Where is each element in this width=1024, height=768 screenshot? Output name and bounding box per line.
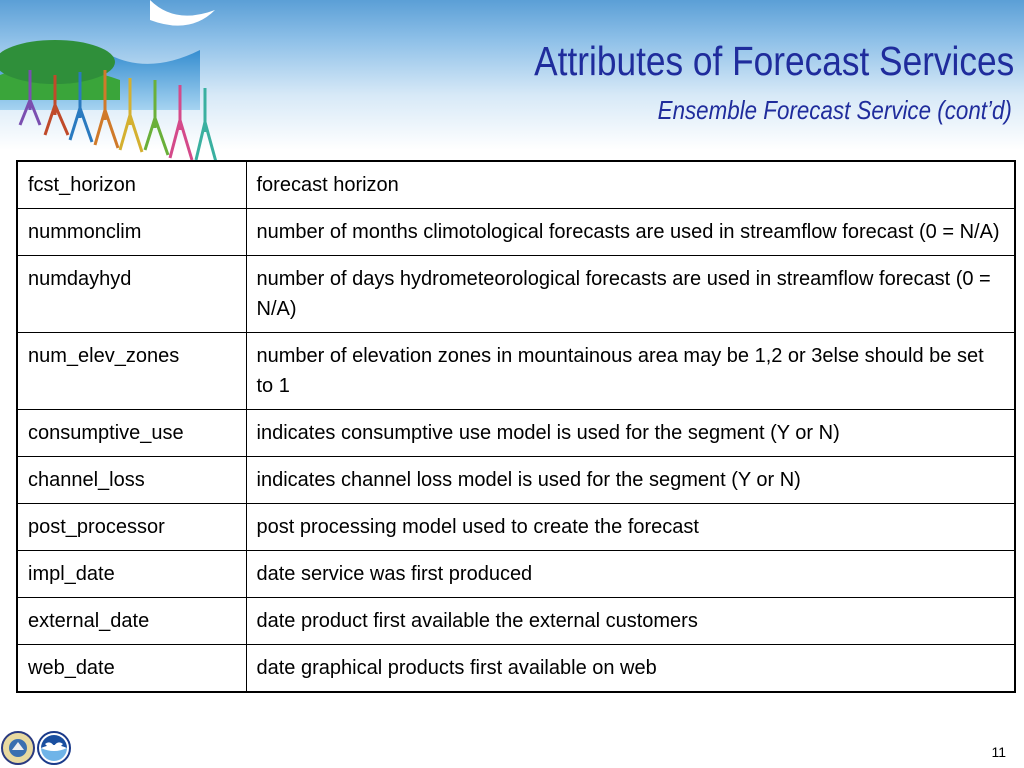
attribute-description: post processing model used to create the forecast [246, 504, 1015, 551]
table-row [17, 598, 1015, 645]
attribute-name: web_date [17, 645, 246, 693]
page-number: 11 [991, 744, 1006, 760]
slide-title: Attributes of Forecast Services [533, 38, 1014, 84]
table-row [17, 504, 1015, 551]
mangrove-logo-art [0, 0, 260, 175]
table-row [17, 551, 1015, 598]
slide-subtitle: Ensemble Forecast Service (cont’d) [657, 95, 1012, 125]
attribute-name: numdayhyd [17, 256, 246, 333]
department-seal-icon [2, 732, 34, 764]
attribute-name: post_processor [17, 504, 246, 551]
attribute-description: indicates consumptive use model is used for the segment (Y or N) [246, 410, 1015, 457]
attribute-name: num_elev_zones [17, 333, 246, 410]
attribute-name: nummonclim [17, 209, 246, 256]
footer-logos [0, 728, 80, 768]
table-row [17, 256, 1015, 333]
attribute-description: number of elevation zones in mountainous area may be 1,2 or 3else should be set to 1 [246, 333, 1015, 410]
noaa-logo-icon [38, 732, 70, 764]
attributes-table [16, 160, 1016, 693]
table-row [17, 333, 1015, 410]
table-row [17, 161, 1015, 209]
table-row [17, 410, 1015, 457]
attribute-name: channel_loss [17, 457, 246, 504]
attribute-description: number of days hydrometeorological forecasts are used in streamflow forecast (0 = N/A) [246, 256, 1015, 333]
attribute-description: forecast horizon [246, 161, 1015, 209]
attribute-description: date product first available the external customers [246, 598, 1015, 645]
attribute-description: number of months climotological forecasts are used in streamflow forecast (0 = N/A) [246, 209, 1015, 256]
attribute-name: external_date [17, 598, 246, 645]
attribute-name: fcst_horizon [17, 161, 246, 209]
attribute-description: indicates channel loss model is used for the segment (Y or N) [246, 457, 1015, 504]
table-row [17, 645, 1015, 693]
attribute-description: date graphical products first available on web [246, 645, 1015, 693]
table-row [17, 457, 1015, 504]
attribute-name: impl_date [17, 551, 246, 598]
attribute-description: date service was first produced [246, 551, 1015, 598]
table-row [17, 209, 1015, 256]
attribute-name: consumptive_use [17, 410, 246, 457]
